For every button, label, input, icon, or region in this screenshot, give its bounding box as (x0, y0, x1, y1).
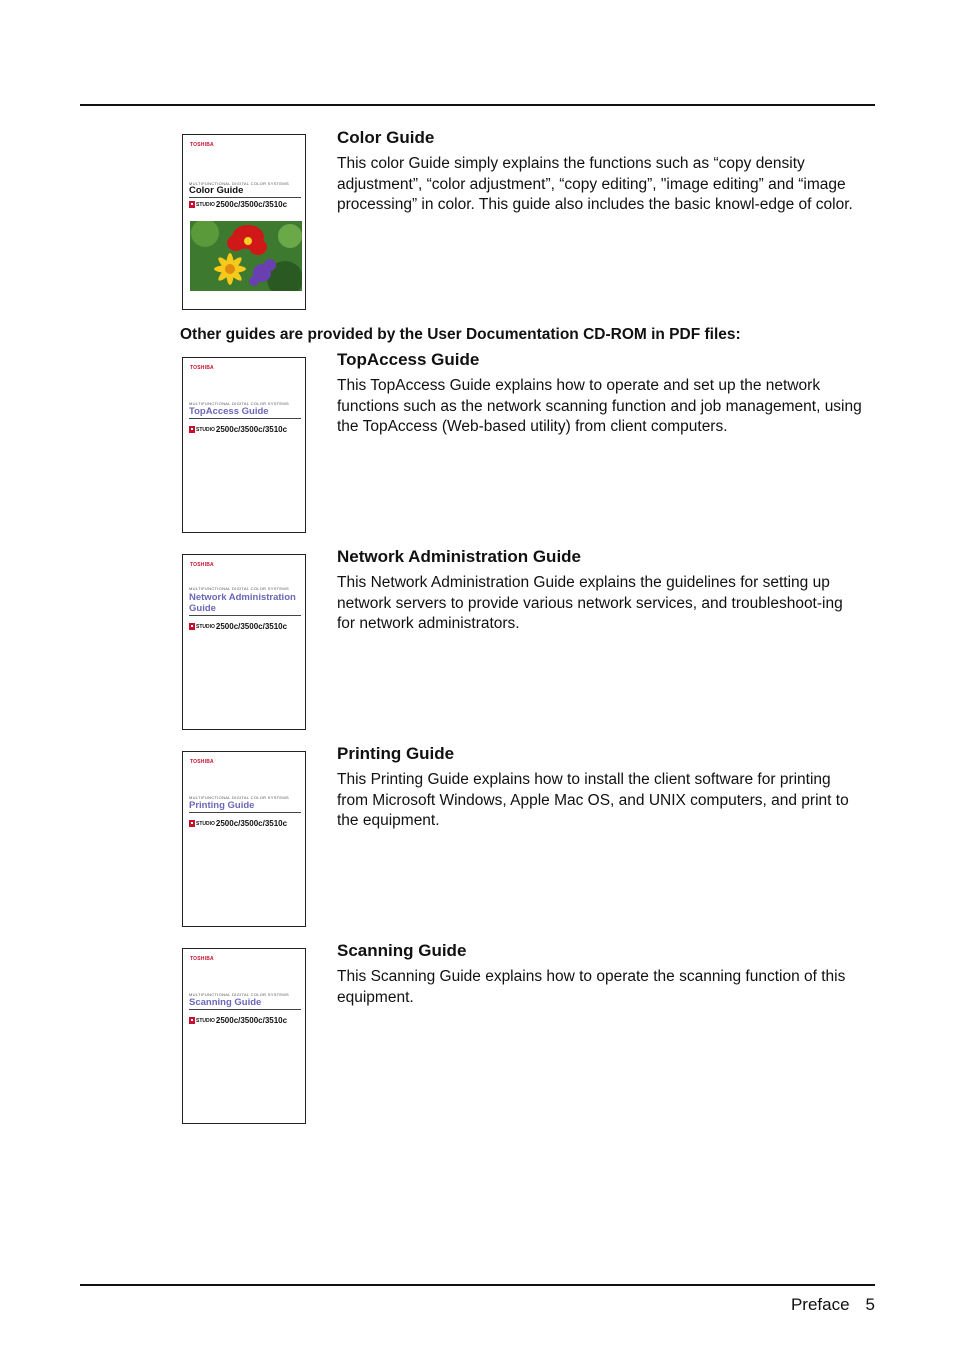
cover-brand: TOSHIBA (190, 365, 214, 371)
cover-model: STUDIO 2500c/3500c/3510c (189, 200, 287, 209)
cover-series: MULTIFUNCTIONAL DIGITAL COLOR SYSTEMS (189, 401, 289, 406)
cover-brand: TOSHIBA (190, 562, 214, 568)
scanning-guide-cover (182, 948, 306, 1124)
flower-photo (190, 221, 302, 291)
cover-series: MULTIFUNCTIONAL DIGITAL COLOR SYSTEMS (189, 586, 289, 591)
network-admin-guide-title: Network Administration Guide (337, 547, 582, 566)
network-admin-guide-entry (337, 547, 865, 635)
cover-title: Color Guide (189, 185, 301, 198)
cover-series: MULTIFUNCTIONAL DIGITAL COLOR SYSTEMS (189, 992, 289, 997)
cover-title: TopAccess Guide (189, 406, 301, 419)
color-guide-description: This color Guide simply explains the functions such as “copy density adjustment”, “color adjustment”, “copy editing”, "image editing” and “image processing” in color. This guide also includes the basic knowl-edge of color. (337, 155, 853, 213)
page-footer (791, 1295, 875, 1315)
scanning-guide-title: Scanning Guide (337, 941, 467, 960)
topaccess-guide-title: TopAccess Guide (337, 350, 480, 369)
footer-rule (80, 1284, 875, 1286)
topaccess-guide-description: This TopAccess Guide explains how to operate and set up the network functions such as the network scanning function and job management, using the TopAccess (Web-based utility) from client computers. (337, 377, 862, 435)
cover-brand: TOSHIBA (190, 142, 214, 148)
e-studio-logo-icon (189, 820, 195, 827)
cover-brand: TOSHIBA (190, 759, 214, 765)
printing-guide-description: This Printing Guide explains how to install the client software for printing from Microsoft Windows, Apple Mac OS, and UNIX computers, and print to the equipment. (337, 771, 849, 829)
page-number: 5 (865, 1295, 875, 1314)
e-studio-logo-icon (189, 201, 195, 208)
cover-series: MULTIFUNCTIONAL DIGITAL COLOR SYSTEMS (189, 795, 289, 800)
e-studio-logo-icon (189, 623, 195, 630)
footer-section: Preface (790, 1295, 850, 1314)
color-guide-cover (182, 134, 306, 310)
cover-title: Scanning Guide (189, 997, 301, 1010)
cover-model: STUDIO 2500c/3500c/3510c (189, 622, 287, 631)
e-studio-logo-icon (189, 1017, 195, 1024)
color-guide-title: Color Guide (337, 128, 435, 147)
network-admin-guide-cover (182, 554, 306, 730)
cover-title: Network Administration Guide (189, 592, 301, 616)
scanning-guide-entry (337, 941, 865, 1008)
cover-title: Printing Guide (189, 800, 301, 813)
printing-guide-title: Printing Guide (337, 744, 455, 763)
cover-model: STUDIO 2500c/3500c/3510c (189, 1016, 287, 1025)
topaccess-guide-entry (337, 350, 865, 438)
scanning-guide-description: This Scanning Guide explains how to operate the scanning function of this equipment. (337, 968, 846, 1006)
color-guide-entry (337, 128, 865, 216)
cover-model: STUDIO 2500c/3500c/3510c (189, 425, 287, 434)
printing-guide-cover (182, 751, 306, 927)
e-studio-logo-icon (189, 426, 195, 433)
cover-model: STUDIO 2500c/3500c/3510c (189, 819, 287, 828)
header-rule (80, 104, 875, 106)
printing-guide-entry (337, 744, 865, 832)
network-admin-guide-description: This Network Administration Guide explains the guidelines for setting up network servers to provide various network services, and troubleshoot-ing for network administrators. (337, 574, 843, 632)
cover-brand: TOSHIBA (190, 956, 214, 962)
intro-text: Other guides are provided by the User Documentation CD-ROM in PDF files: (180, 326, 741, 343)
topaccess-guide-cover (182, 357, 306, 533)
cover-series: MULTIFUNCTIONAL DIGITAL COLOR SYSTEMS (189, 181, 289, 186)
